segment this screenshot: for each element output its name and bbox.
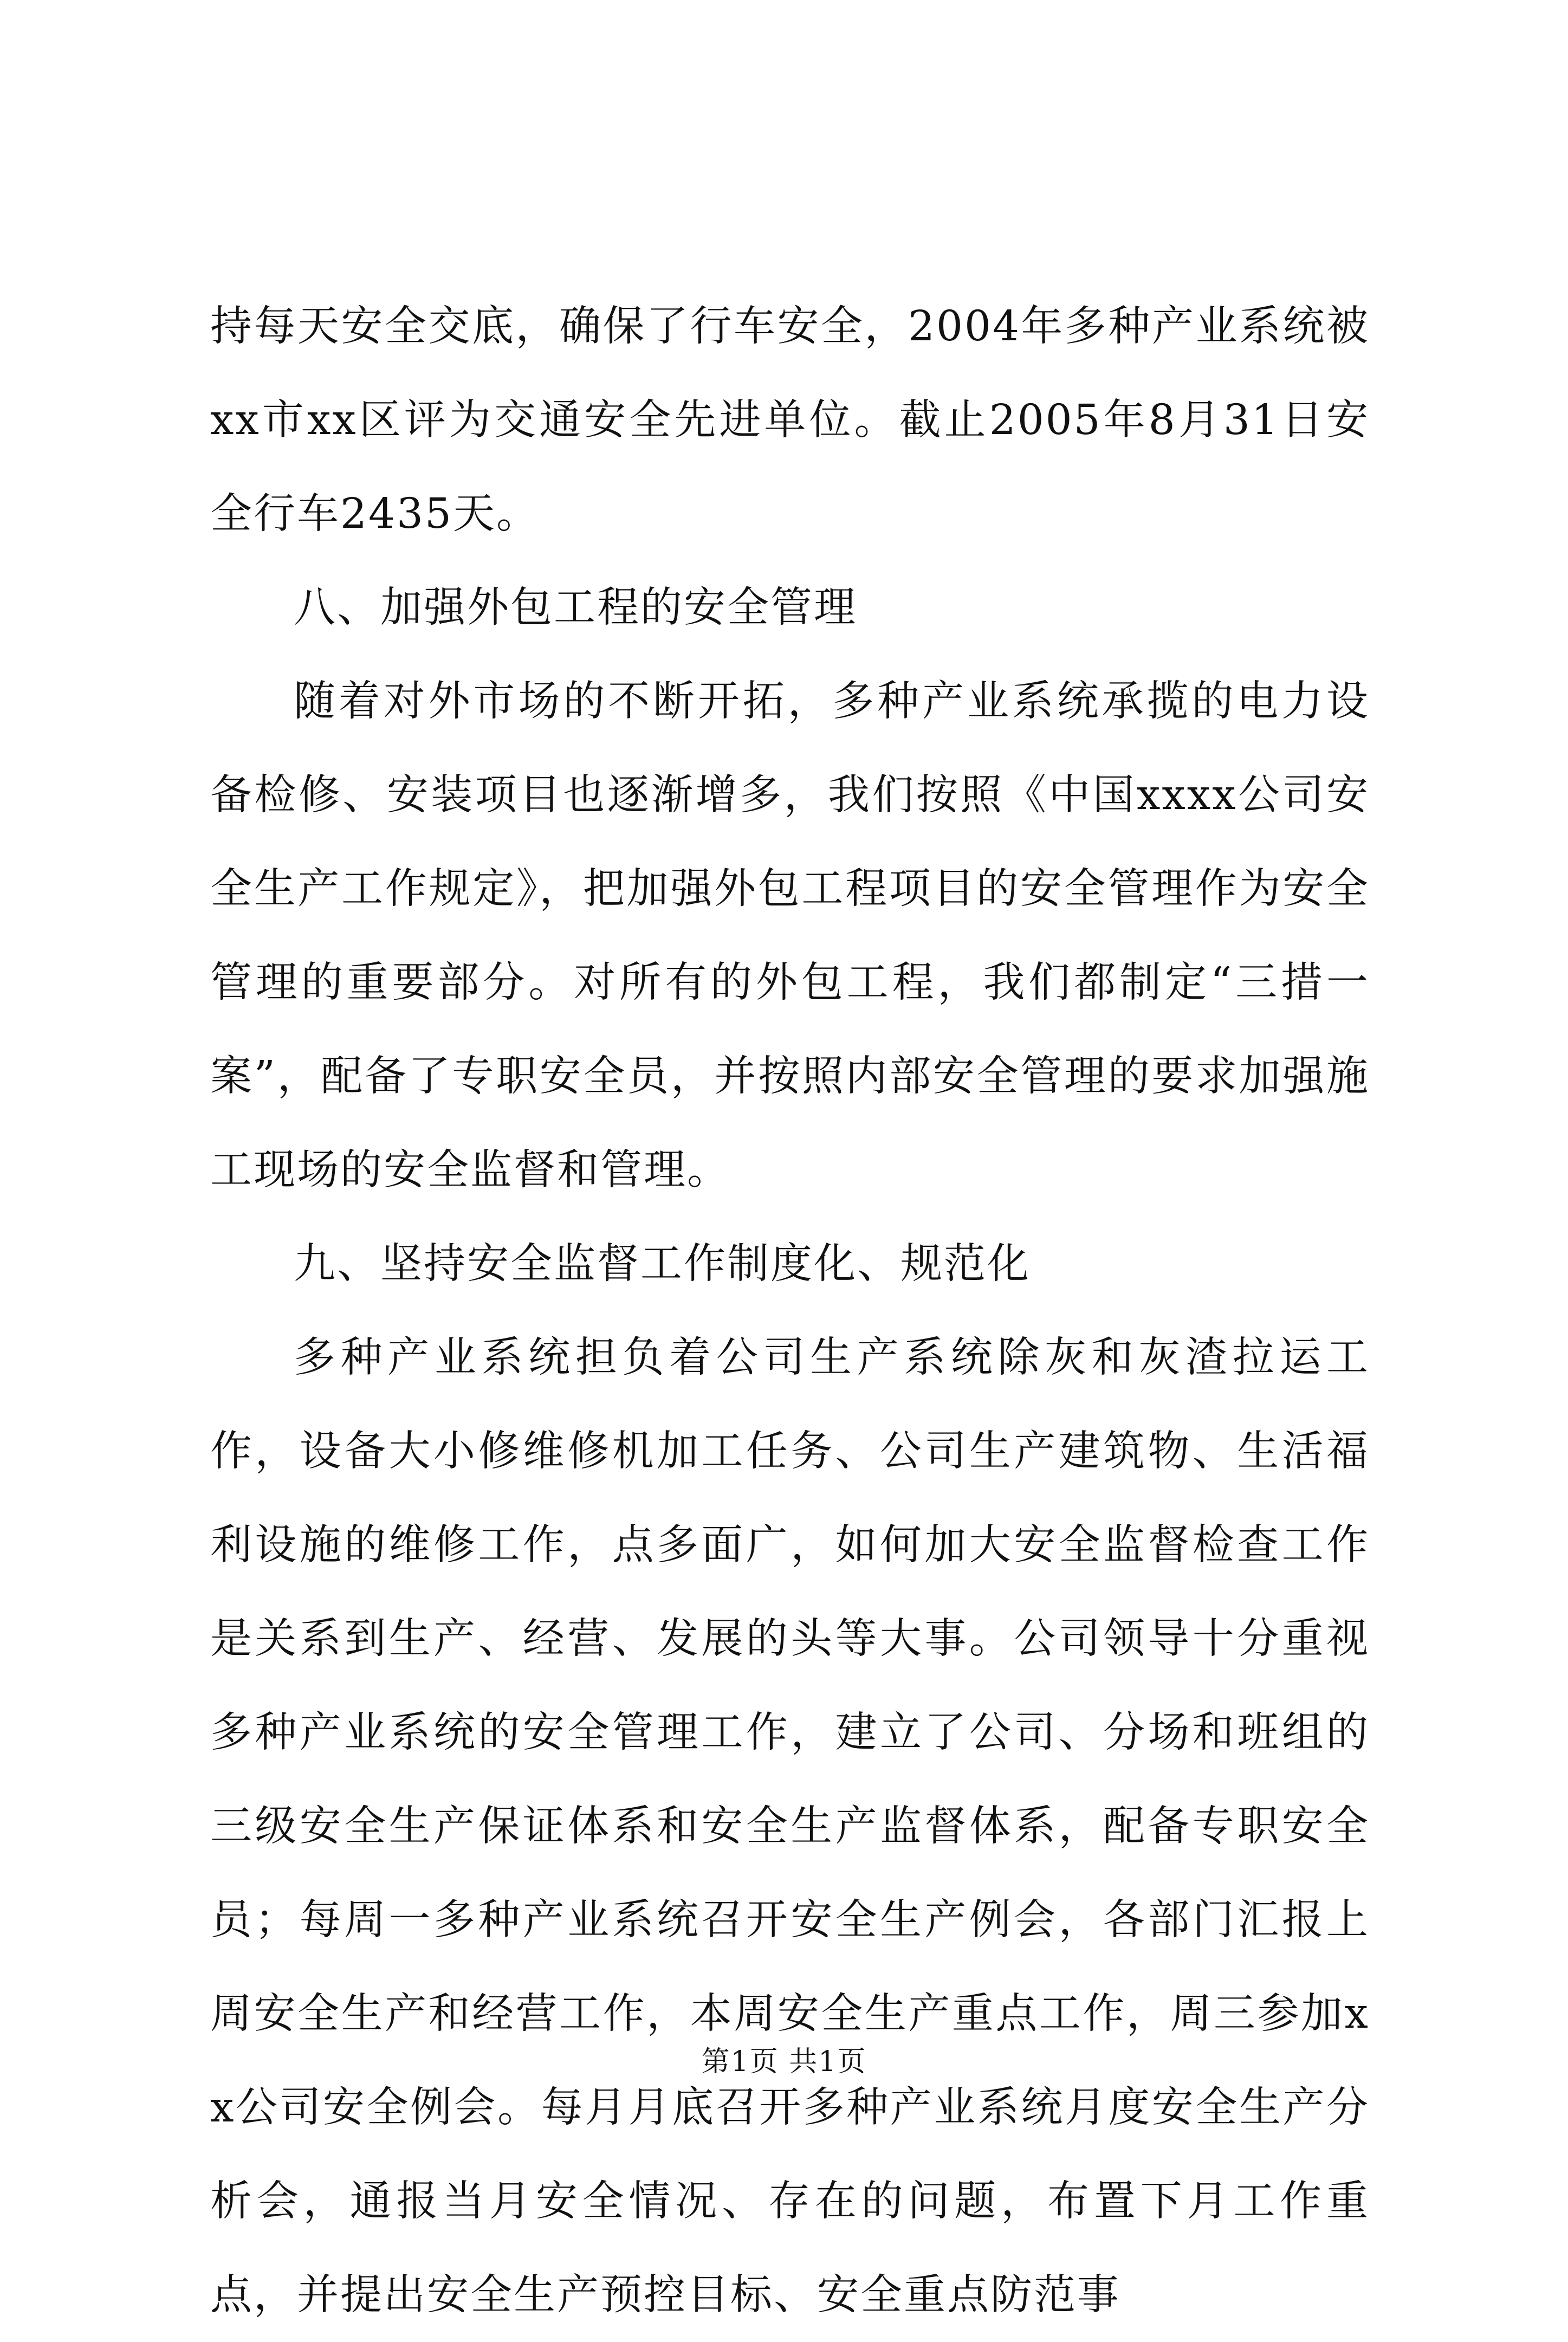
paragraph-continuation: 持每天安全交底，确保了行车安全，2004年多种产业系统被xx市xx区评为交通安全先进单位。截止2005年8月31日安全行车2435天。: [210, 302, 1370, 538]
section-heading-8: 八、加强外包工程的安全管理: [294, 584, 857, 632]
section-heading-9: 九、坚持安全监督工作制度化、规范化: [294, 1240, 1031, 1288]
page-footer: 第1页 共1页: [701, 2046, 867, 2078]
body-text: [210, 280, 1370, 2342]
paragraph-supervision: 多种产业系统担负着公司生产系统除灰和灰渣拉运工作，设备大小修维修机加工任务、公司生产建筑物、生活福利设施的维修工作，点多面广，如何加大安全监督检查工作是关系到生产、经营、发展的头等大事。公司领导十分重视多种产业系统的安全管理工作，建立了公司、分场和班组的三级安全生产保证体系和安全生产监督体系，配备专职安全员；每周一多种产业系统召开安全生产例会，各部门汇报上周安全生产和经营工作，本周安全生产重点工作，周三参加xx公司安全例会。每月月底召开多种产业系统月度安全生产分析会，通报当月安全情况、存在的问题，布置下月工作重点，并提出安全生产预控目标、安全重点防范事: [210, 1334, 1370, 2319]
paragraph-outsourcing: 随着对外市场的不断开拓，多种产业系统承揽的电力设备检修、安装项目也逐渐增多，我们按照《中国xxxx公司安全生产工作规定》，把加强外包工程项目的安全管理作为安全管理的重要部分。对所有的外包工程，我们都制定“三措一案”，配备了专职安全员，并按照内部安全管理的要求加强施工现场的安全监督和管理。: [210, 677, 1370, 1194]
